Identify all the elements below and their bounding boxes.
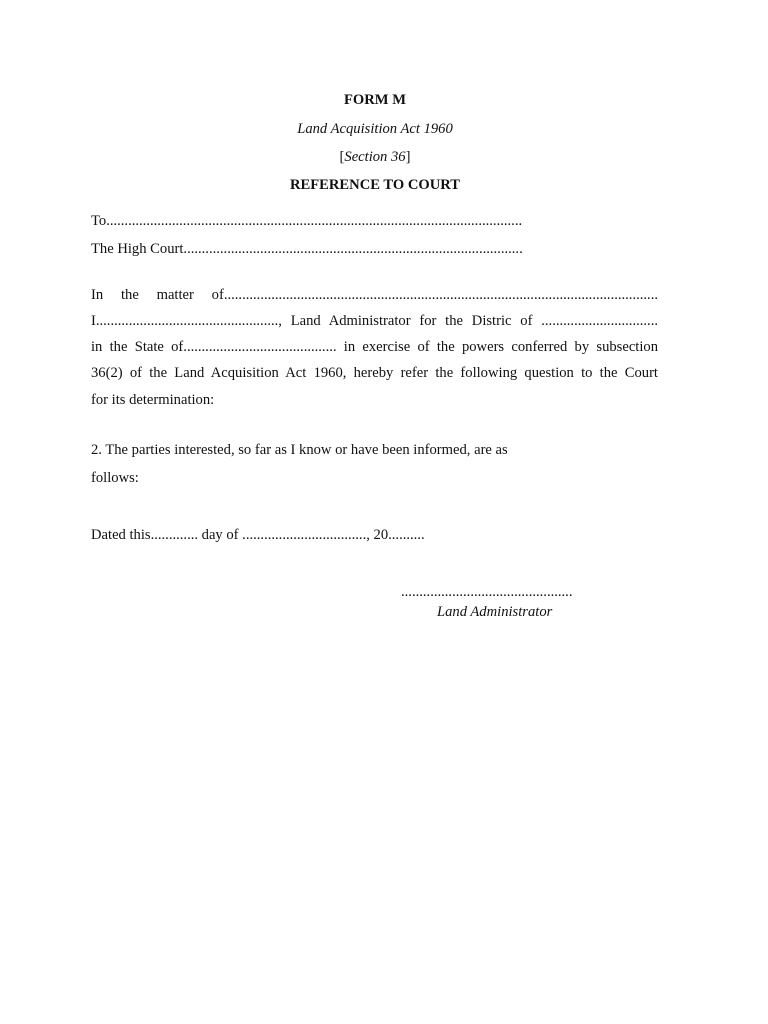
act-name: Land Acquisition Act 1960 (297, 121, 453, 137)
section-open-bracket: [ (339, 149, 345, 165)
court-line: The High Court............................................................................................. (91, 241, 523, 257)
section-label: Section 36 (344, 149, 406, 165)
to-line: To.................................................................................................................. (91, 213, 523, 229)
form-title: FORM M (343, 92, 406, 108)
act-reference-line: 36(2) of the Land Acquisition Act 1960, hereby refer the following question to the Court (91, 365, 658, 381)
administrator-line: I.................................................., Land Administrator for the Distric of ................................ (91, 313, 658, 329)
signature-title: Land Administrator (437, 604, 553, 620)
dated-line: Dated this............. day of .................................., 20.......... (91, 527, 425, 543)
parties-line-1: 2. The parties interested, so far as I know or have been informed, are as (91, 442, 508, 458)
section-close-bracket: ] (405, 149, 411, 165)
determination-line: for its determination: (91, 392, 215, 408)
matter-line: In the matter of....................................................................................................................... (91, 287, 658, 303)
signature-dots: ............................................... (401, 584, 573, 600)
section-reference (0, 148, 750, 166)
form-subject: REFERENCE TO COURT (289, 177, 461, 193)
state-line: in the State of.......................................... in exercise of the powers conferred by subsection (91, 339, 658, 355)
parties-line-2: follows: (91, 470, 139, 486)
